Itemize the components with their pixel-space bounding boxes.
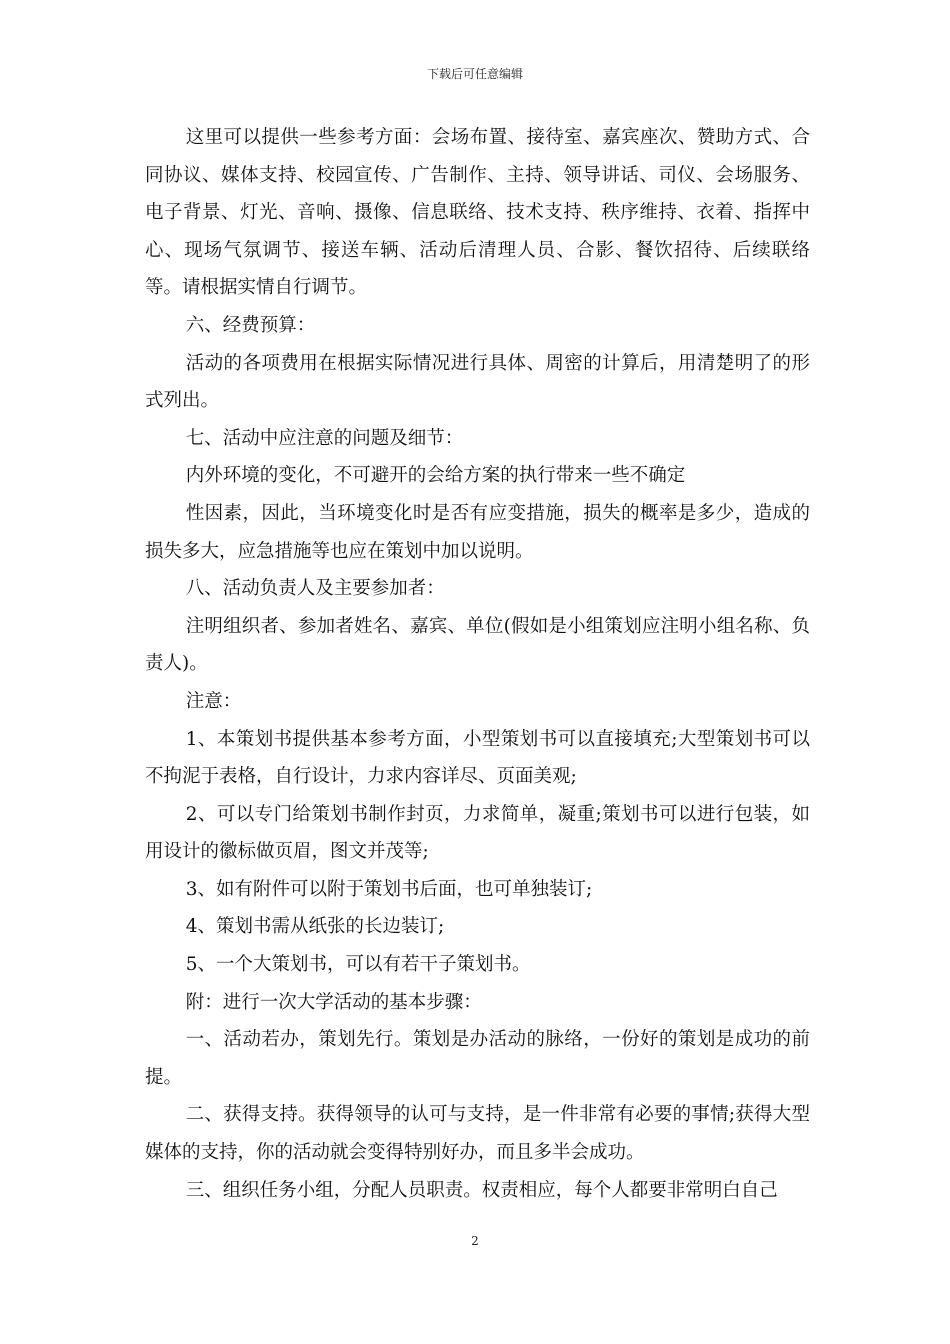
document-body	[145, 119, 810, 1209]
list-item: 1、本策划书提供基本参考方面，小型策划书可以直接填充;大型策划书可以不拘泥于表格，自行设计，力求内容详尽、页面美观;	[145, 728, 810, 788]
page-header	[0, 66, 950, 82]
header-text: 下载后可任意编辑	[426, 67, 523, 81]
list-item: 4、策划书需从纸张的长边装订;	[185, 916, 445, 938]
list-item: 3、如有附件可以附于策划书后面，也可单独装订;	[185, 878, 593, 900]
note-heading: 注意：	[185, 690, 242, 712]
page-footer	[0, 1233, 950, 1249]
paragraph: 内外环境的变化，不可避开的会给方案的执行带来一些不确定	[185, 465, 686, 487]
section-heading-budget: 六、经费预算：	[185, 314, 316, 336]
paragraph: 注明组织者、参加者姓名、嘉宾、单位(假如是小组策划应注明小组名称、负责人)。	[145, 615, 810, 675]
paragraph: 一、活动若办，策划先行。策划是办活动的脉络，一份好的策划是成功的前提。	[145, 1029, 810, 1088]
section-heading-notes: 七、活动中应注意的问题及细节：	[185, 427, 464, 449]
list-item: 2、可以专门给策划书制作封页，力求简单，凝重;策划书可以进行包装，如用设计的徽标做页眉，图文并茂等;	[145, 803, 810, 863]
paragraph: 性因素，因此，当环境变化时是否有应变措施，损失的概率是多少，造成的损失多大，应急措施等也应在策划中加以说明。	[145, 502, 810, 562]
page-number: 2	[471, 1234, 479, 1248]
paragraph: 活动的各项费用在根据实际情况进行具体、周密的计算后，用清楚明了的形式列出。	[145, 352, 810, 412]
section-heading-people: 八、活动负责人及主要参加者：	[185, 578, 445, 600]
paragraph: 二、获得支持。获得领导的认可与支持，是一件非常有必要的事情;获得大型媒体的支持，你的活动就会变得特别好办，而且多半会成功。	[145, 1104, 810, 1164]
list-item: 5、一个大策划书，可以有若干子策划书。	[185, 954, 531, 976]
paragraph: 三、组织任务小组，分配人员职责。权责相应，每个人都要非常明白自己	[185, 1179, 778, 1201]
paragraph: 这里可以提供一些参考方面：会场布置、接待室、嘉宾座次、赞助方式、合同协议、媒体支持、校园宣传、广告制作、主持、领导讲话、司仪、会场服务、电子背景、灯光、音响、摄像、信息联络、技术支持、秩序维持、衣着、指挥中心、现场气氛调节、接送车辆、活动后清理人员、合影、餐饮招待、后续联络等。请根据实情自行调节。	[145, 127, 810, 299]
appendix-heading: 附：进行一次大学活动的基本步骤：	[185, 991, 482, 1013]
